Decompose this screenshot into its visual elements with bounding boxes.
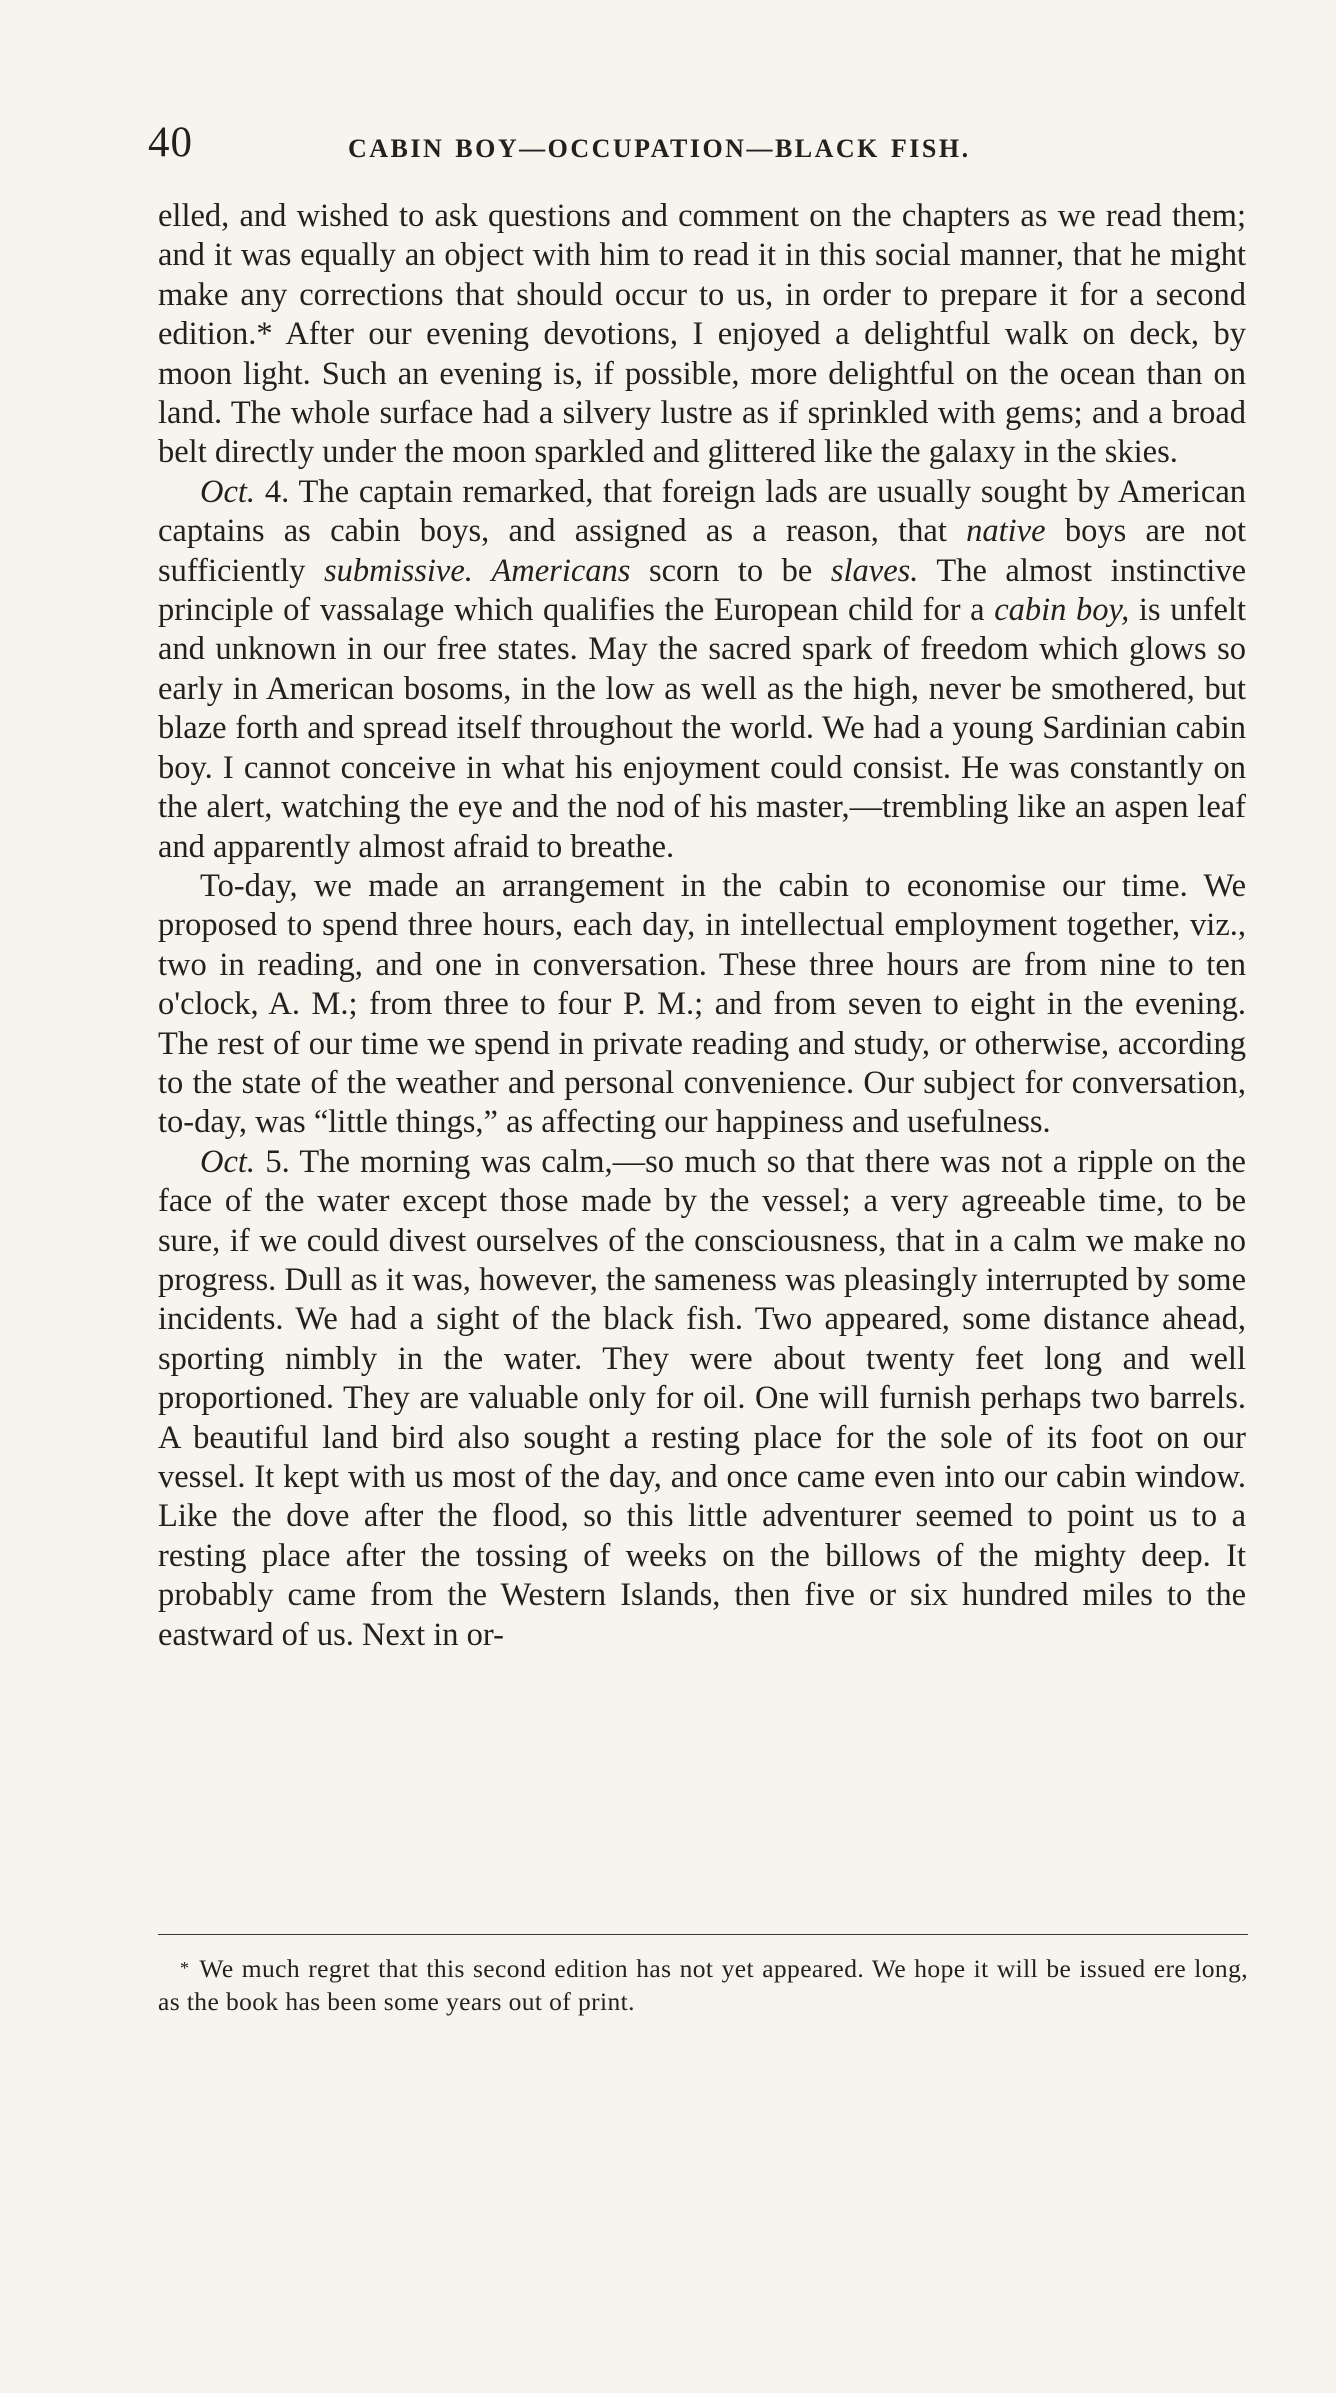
paragraph-oct-5 [158, 1143, 1246, 1655]
chapter-header-title: CABIN BOY—OCCUPATION—BLACK FISH. [348, 134, 971, 163]
paragraph-text: 5. The morning was calm,—so much so that there was not a ripple on the face of the water except those made by the vessel; a very agreeable time, to be sure, if we could divest ourselves of the consciousness, that in a calm we make no progress. Dull as it was, however, the sameness was pleasingly interrupted by some incidents. We had a sight of the black fish. Two appeared, some distance ahead, sporting nimbly in the water. They were about twenty feet long and well proportioned. They are valuable only for oil. One will furnish perhaps two barrels. A beautiful land bird also sought a resting place for the sole of its foot on our vessel. It kept with us most of the day, and once came even into our cabin window. Like the dove after the flood, so this little adventurer seemed to point us to a resting place after the tossing of weeks on the billows of the mighty deep. It probably came from the Western Islands, then five or six hundred miles to the eastward of us. Next in or- [158, 1143, 1246, 1653]
paragraph-text: scorn to be [630, 552, 831, 589]
running-head [148, 118, 1248, 178]
paragraph-oct-4 [158, 473, 1246, 867]
italic-word: submissive. [323, 552, 473, 589]
date-label: Oct. [200, 1143, 256, 1180]
date-label: Oct. [200, 473, 256, 510]
footnote-mark: * [180, 1958, 190, 1978]
page-number: 40 [148, 119, 193, 166]
paragraph-continued [158, 197, 1246, 473]
paragraph-text: The almost instinctive principle of vassalage which qualifies the European child for a [158, 552, 1246, 629]
paragraph-arrangement [158, 867, 1246, 1143]
footnote-divider [158, 1934, 1248, 1935]
footnote [158, 1952, 1248, 2018]
paragraph-text: 4. The captain remarked, that foreign lads are usually sought by American captains as cabin boys, and assigned as a reason, that [158, 473, 1246, 550]
footnote-text: We much regret that this second edition has not yet appeared. We hope it will be issued ere long, as the book has been some years out of print. [158, 1954, 1248, 2016]
italic-word: Americans [491, 552, 631, 589]
paragraph-text: elled, and wished to ask questions and comment on the chapters as we read them; and it was equally an object with him to read it in this social manner, that he might make any corrections that should occur to us, in order to prepare it for a second edition.* After our evening devotions, I enjoyed a delightful walk on deck, by moon light. Such an evening is, if possible, more delightful on the ocean than on land. The whole surface had a silvery lustre as if sprinkled with gems; and a broad belt directly under the moon sparkled and glittered like the galaxy in the skies. [158, 198, 1246, 471]
italic-word: slaves. [830, 552, 919, 589]
body-text [158, 197, 1246, 1655]
paragraph-text [473, 553, 492, 589]
paragraph-text: To-day, we made an arrangement in the cabin to economise our time. We proposed to spend three hours, each day, in intellectual employment together, viz., two in reading, and one in conversation. These three hours are from nine to ten o'clock, A. M.; from three to four P. M.; and from seven to eight in the evening. The rest of our time we spend in private reading and study, or otherwise, according to the state of the weather and personal convenience. Our subject for conversation, to-day, was “little things,” as affecting our happiness and usefulness. [158, 867, 1246, 1141]
italic-word: native [966, 513, 1046, 550]
paragraph-text: is unfelt and unknown in our free states. May the sacred spark of freedom which glows so early in American bosoms, in the low as well as the high, never be smothered, but blaze forth and spread itself throughout the world. We had a young Sardinian cabin boy. I cannot conceive in what his enjoyment could consist. He was constantly on the alert, watching the eye and the nod of his master,—trembling like an aspen leaf and apparently almost afraid to breathe. [158, 592, 1247, 865]
italic-word: cabin boy, [994, 592, 1130, 629]
paragraph-text: boys are not sufficiently [158, 513, 1246, 589]
